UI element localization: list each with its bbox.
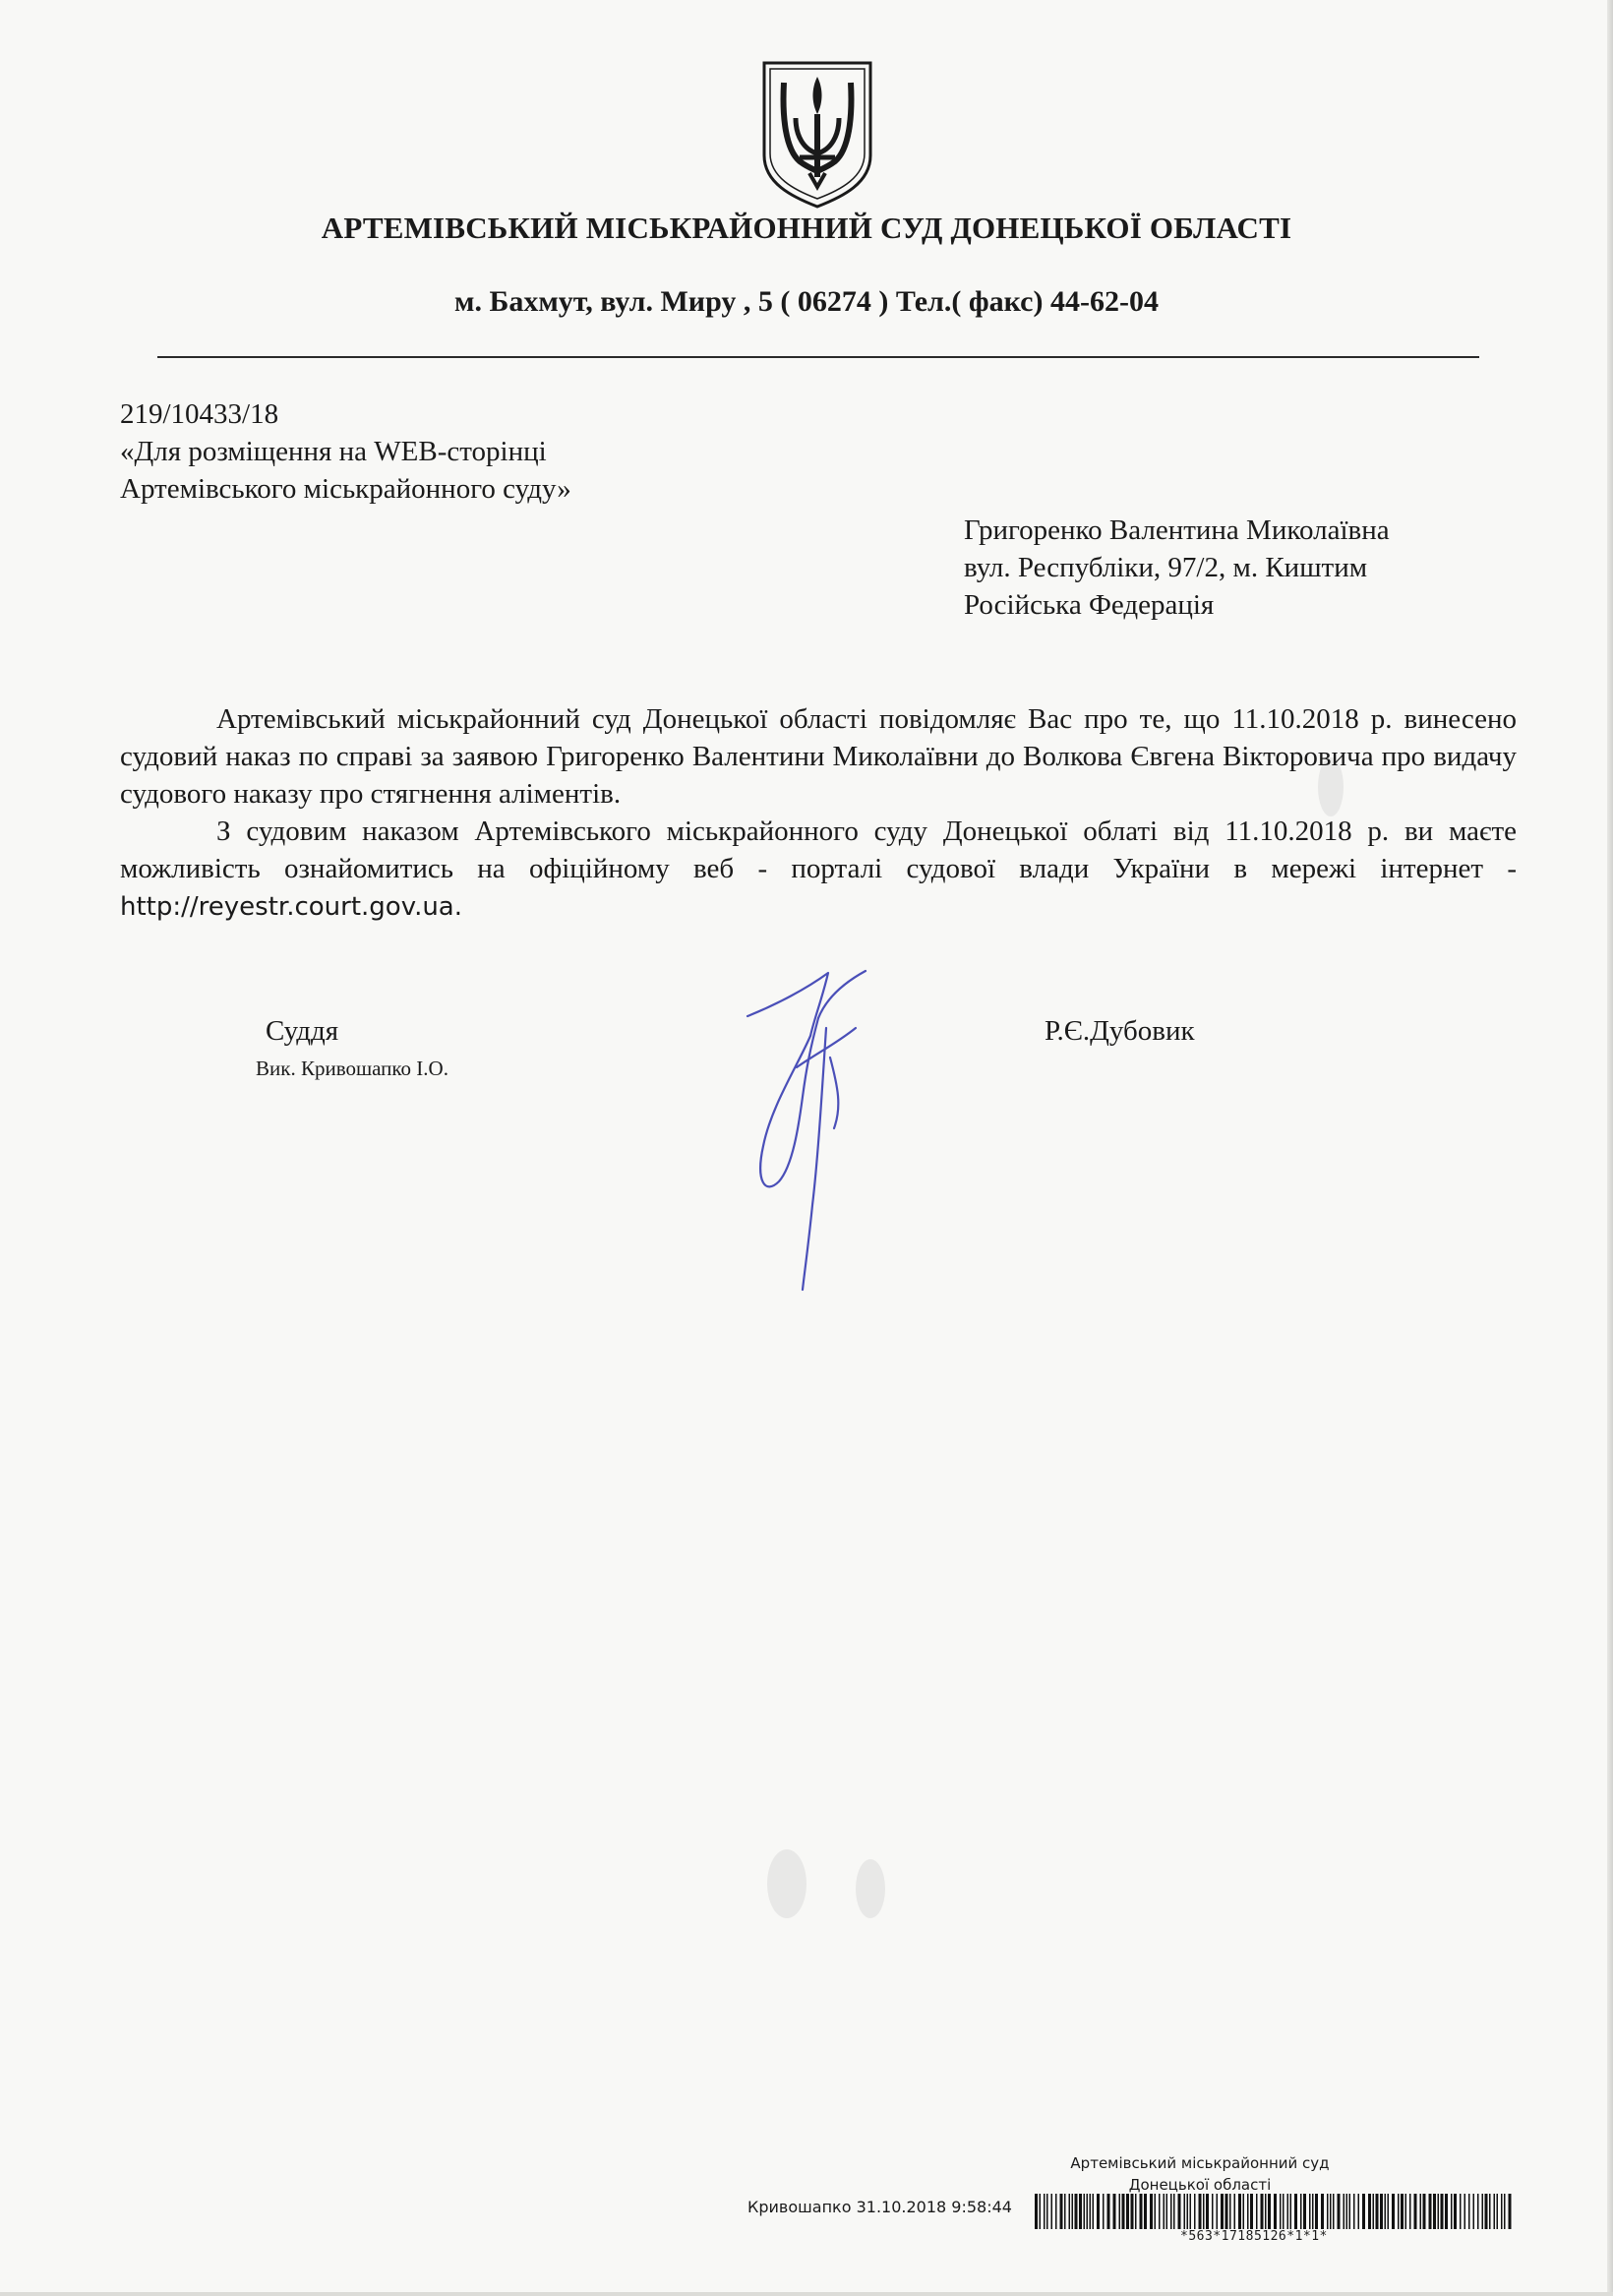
barcode-bar [1060,2194,1063,2229]
barcode-bar [1392,2194,1395,2229]
stamp-court-region: Донецької області [1128,2176,1272,2194]
barcode-bar [1494,2194,1496,2229]
case-number: 219/10433/18 [120,398,279,430]
barcode-bar [1256,2194,1258,2229]
barcode-bar [1046,2194,1048,2229]
barcode-bar [1107,2194,1110,2229]
barcode-bar [1300,2194,1302,2229]
barcode-bar [1414,2194,1417,2229]
barcode-bar [1501,2194,1503,2229]
barcode-bar [1344,2194,1345,2229]
barcode-number: *563*17185126*1*1* [1180,2229,1328,2244]
barcode-bar [1385,2194,1387,2229]
barcode-bar [1438,2194,1440,2229]
publication-note: «Для розміщення на WEB-сторінці [120,436,547,467]
barcode-bar [1420,2194,1422,2229]
barcode-bar [1170,2194,1172,2229]
letter-body [120,700,1517,926]
barcode-bar [1312,2194,1314,2229]
barcode-bar [1473,2194,1475,2229]
barcode-bar [1072,2194,1074,2229]
barcode-bar [1294,2194,1297,2229]
barcode-bar [1497,2194,1499,2229]
barcode-bar [1398,2194,1400,2229]
judge-name: Р.Є.Дубовик [1045,1015,1195,1047]
barcode-bar [1489,2194,1491,2229]
barcode-bar [1327,2194,1329,2229]
barcode-bar [1468,2194,1470,2229]
barcode-bar [1309,2194,1311,2229]
case-block [120,395,571,508]
body-paragraph-text: З судовим наказом Артемівського міськрайонного суду Донецької облаті від 11.10.2018 р. ви маєте можливість ознайомитись на офіційному веб - порталі судової влади України в мережі інтернет - [120,816,1517,884]
barcode-bar [1482,2194,1484,2229]
stamp-court-name: Артемівський міськрайонний суд [1070,2154,1330,2172]
barcode-bar [1173,2194,1175,2229]
barcode-bar [1464,2194,1466,2229]
barcode-bar [1265,2194,1267,2229]
barcode-bar [1190,2194,1192,2229]
barcode-bar [1144,2194,1147,2229]
barcode-bar [1044,2194,1045,2229]
barcode-bar [1349,2194,1351,2229]
registration-info: Кривошапко 31.10.2018 9:58:44 [747,2198,1012,2216]
barcode-bar [1199,2194,1202,2229]
scan-edge [1607,0,1613,2296]
recipient-name: Григоренко Валентина Миколаївна [964,514,1390,546]
scan-edge-bottom [0,2292,1613,2296]
barcode-bar [1283,2194,1284,2229]
barcode-bar [1126,2194,1129,2229]
barcode-bar [1069,2194,1071,2229]
barcode-bar [1368,2194,1371,2229]
trident-coat-of-arms-icon [760,59,874,209]
barcode-bar [1103,2194,1105,2229]
barcode-bar [1051,2194,1053,2229]
barcode-bar [1353,2194,1355,2229]
barcode-bar [1140,2194,1143,2229]
barcode-bar [1405,2194,1407,2229]
barcode-bar [1135,2194,1137,2229]
barcode-bar [1321,2194,1324,2229]
registry-url: http://reyestr.court.gov.ua. [120,892,463,922]
barcode-bar [1087,2194,1089,2229]
barcode-bar [1131,2194,1134,2229]
barcode-bar [1119,2194,1121,2229]
barcode-bar [1477,2194,1479,2229]
barcode-bar [1243,2194,1245,2229]
barcode-bar [1184,2194,1186,2229]
barcode-bar [1150,2194,1153,2229]
barcode-bar [1084,2194,1086,2229]
court-address: м. Бахмут, вул. Миру , 5 ( 06274 ) Тел.( факс) 44-62-04 [454,285,1159,318]
barcode-bar [1178,2194,1181,2229]
barcode-bar [1097,2194,1100,2229]
recipient-block [964,512,1390,624]
barcode-bar [1261,2194,1264,2229]
barcode-bar [1234,2194,1236,2229]
barcode-bar [1247,2194,1249,2229]
body-paragraph [120,813,1517,926]
barcode-bar [1280,2194,1282,2229]
recipient-street: вул. Республіки, 97/2, м. Киштим [964,552,1368,583]
barcode-bar [1206,2194,1209,2229]
barcode-bar [1194,2194,1196,2229]
barcode-bar [1217,2194,1219,2229]
barcode-bar [1376,2194,1379,2229]
barcode-bar [1330,2194,1332,2229]
barcode-bar [1290,2194,1292,2229]
barcode-bar [1388,2194,1390,2229]
barcode-bar [1409,2194,1411,2229]
barcode-bar [1040,2194,1042,2229]
barcode-bar [1250,2194,1253,2229]
barcode-bar [1460,2194,1462,2229]
barcode-bar [1113,2194,1116,2229]
barcode-bar [1358,2194,1360,2229]
barcode-bar [1509,2194,1512,2229]
barcode-bar [1441,2194,1444,2229]
executor-label: Вик. Кривошапко І.О. [256,1057,448,1080]
barcode-bar [1075,2194,1078,2229]
barcode-bar [1238,2194,1241,2229]
judge-label: Суддя [266,1015,339,1047]
publication-note-cont: Артемівського міськрайонного суду» [120,473,571,505]
barcode-bar [1225,2194,1228,2229]
barcode-bar [1274,2194,1277,2229]
barcode-bar [1155,2194,1157,2229]
barcode-bar [1159,2194,1161,2229]
barcode-bar [1064,2194,1066,2229]
barcode-bar [1338,2194,1341,2229]
barcode-bar [1423,2194,1426,2229]
registry-stamp [1043,2152,1357,2196]
barcode-bar [1373,2194,1375,2229]
barcode-bar [1333,2194,1335,2229]
barcode-bar [1203,2194,1205,2229]
barcode-bar [1445,2194,1448,2229]
barcode-bar [1433,2194,1436,2229]
recipient-country: Російська Федерація [964,589,1215,621]
handwritten-signature-icon [728,959,905,1294]
barcode-bar [1451,2194,1453,2229]
barcode-bar [1380,2194,1383,2229]
barcode-bar [1093,2194,1095,2229]
barcode-bar [1303,2194,1306,2229]
barcode-bar [1035,2194,1038,2229]
barcode-bar [1221,2194,1224,2229]
barcode-bar [1166,2194,1168,2229]
barcode-bar [1229,2194,1231,2229]
barcode-bar [1429,2194,1432,2229]
header-divider [157,356,1479,358]
barcode-bar [1164,2194,1165,2229]
barcode-bar [1362,2194,1365,2229]
barcode-bar [1401,2194,1404,2229]
barcode-bar [1212,2194,1214,2229]
barcode-bar [1122,2194,1125,2229]
barcode-bar [1055,2194,1057,2229]
barcode-bar [1187,2194,1189,2229]
barcode-bar [1346,2194,1348,2229]
court-title: АРТЕМІВСЬКИЙ МІСЬКРАЙОННИЙ СУД ДОНЕЦЬКОЇ ОБЛАСТІ [321,211,1292,245]
barcode-bar [1454,2194,1457,2229]
barcode-bar [1287,2194,1289,2229]
body-paragraph: Артемівський міськрайонний суд Донецької області повідомляє Вас про те, що 11.10.2018 р. винесено судовий наказ по справі за заявою Григоренко Валентини Миколаївни до Волкова Євгена Вікторовича про видачу судового наказу про стягнення аліментів. [120,703,1517,810]
barcode-bar [1504,2194,1506,2229]
barcode-bar [1079,2194,1082,2229]
scan-smudge [767,1849,806,1918]
barcode-bar [1485,2194,1488,2229]
barcode-bar [1315,2194,1318,2229]
scan-smudge [856,1859,885,1918]
barcode-icon [1035,2194,1515,2229]
barcode-bar [1268,2194,1271,2229]
barcode-bar [1090,2194,1092,2229]
